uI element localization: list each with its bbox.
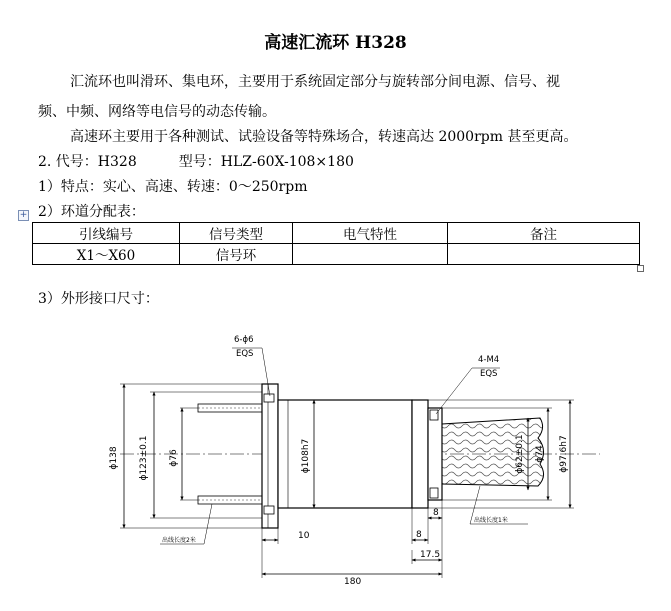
callout-holes-right: 4-M4: [478, 355, 500, 365]
intro-line-3: 高速环主要用于各种测试、试验设备等特殊场合，转速高达 2000rpm 甚至更高。: [70, 129, 578, 145]
left-flange: [262, 384, 278, 528]
dim-d123: ϕ123±0.1: [139, 435, 149, 481]
intro-line-2: 频、中频、网络等电信号的动态传输。: [38, 104, 276, 120]
dim-l175: 17.5: [420, 550, 441, 560]
intro-line-1: 汇流环也叫滑环、集电环，主要用于系统固定部分与旋转部分间电源、信号、视: [70, 74, 560, 90]
table-cell: [293, 244, 448, 265]
dim-d62: ϕ62±0.1: [515, 434, 525, 474]
dimension-drawing: [0, 318, 671, 611]
table-cell: X1～X60: [33, 244, 180, 265]
dim-d108: ϕ108h7: [301, 438, 311, 474]
dim-d97: ϕ97.6h7: [559, 435, 569, 473]
dim-d138: ϕ138: [109, 446, 119, 470]
table-move-handle-icon[interactable]: +: [19, 210, 28, 220]
dim-l180: 180: [344, 577, 362, 587]
dim-l10: 10: [298, 531, 310, 541]
dim-d74: ϕ74: [535, 445, 545, 463]
callout-eqs-left: EQS: [236, 349, 254, 359]
table-cell: [448, 244, 640, 265]
table-header-cell: 信号类型: [180, 223, 293, 244]
code-line: 2. 代号：H328 型号：HLZ-60X-108×180: [38, 154, 354, 170]
dim-l8a: 8: [433, 508, 439, 518]
dim-d76: ϕ76: [169, 449, 179, 467]
table-header-cell: 备注: [448, 223, 640, 244]
table-header-row: [33, 223, 640, 244]
table-heading: 2）环道分配表：: [38, 204, 145, 220]
dim-l8b: 8: [416, 530, 422, 540]
table-header-cell: 引线编号: [33, 223, 180, 244]
table-row: [33, 244, 640, 265]
bottom-dimensions: [262, 500, 442, 578]
drawing-heading: 3）外形接口尺寸：: [38, 291, 159, 307]
callout-eqs-right: EQS: [480, 369, 498, 379]
callout-holes-left: 6-ϕ6: [234, 335, 254, 345]
callout-lead-left: 出线长度2米: [162, 537, 196, 544]
document-title: 高速汇流环 H328: [264, 33, 407, 53]
features-line: 1）特点：实心、高速、转速：0～250rpm: [38, 179, 308, 195]
table-header-cell: 电气特性: [293, 223, 448, 244]
ring-allocation-table: [32, 222, 640, 265]
table-resize-handle[interactable]: [637, 265, 644, 272]
table-cell: 信号环: [180, 244, 293, 265]
callout-lead-right: 出线长度1米: [474, 517, 508, 524]
right-flange: [428, 408, 442, 500]
